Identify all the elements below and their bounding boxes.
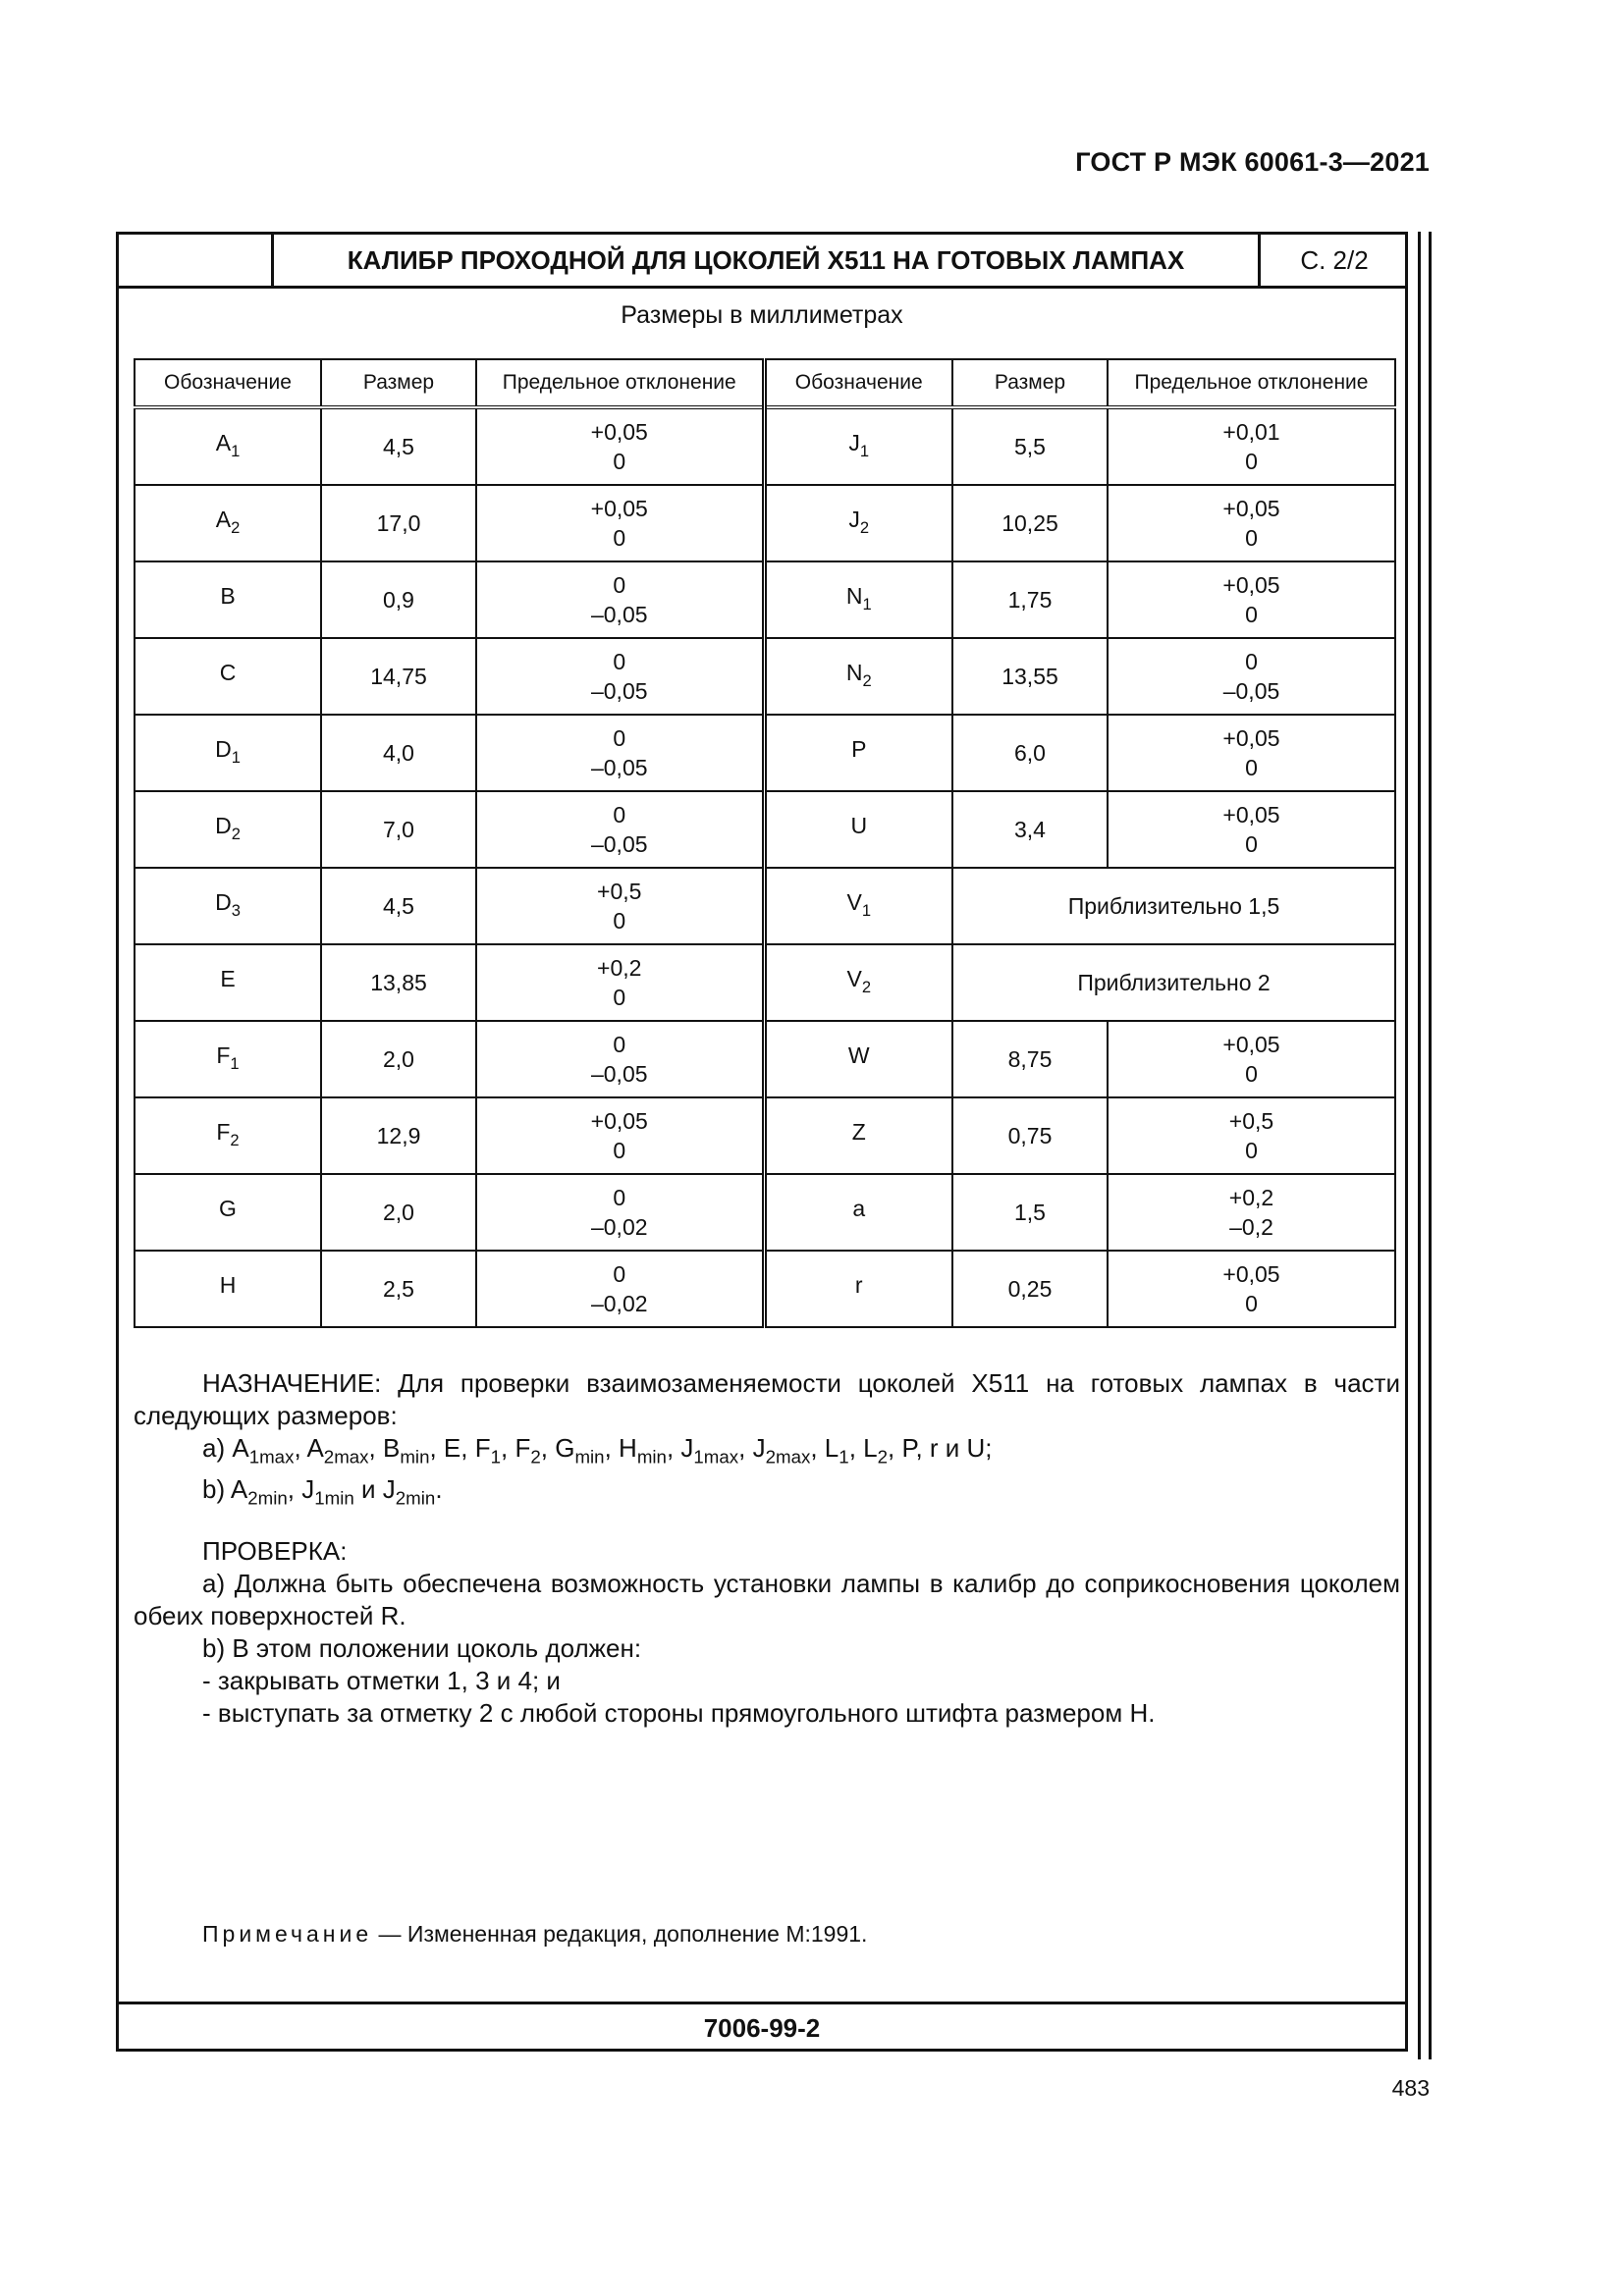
designation-symbol: A xyxy=(215,429,232,455)
lower-deviation: 0 xyxy=(1245,525,1258,551)
size-cell: 13,85 xyxy=(321,944,476,1021)
subscript-segment: 1max xyxy=(248,1446,295,1468)
drawing-frame xyxy=(116,232,1408,2052)
column-header: Предельное отклонение xyxy=(476,359,764,407)
lower-deviation: 0 xyxy=(613,985,626,1010)
subscript-segment: min xyxy=(400,1446,430,1468)
designation-subscript: 1 xyxy=(231,747,241,767)
text-segment: , L xyxy=(810,1433,839,1463)
column-header: Обозначение xyxy=(135,359,321,407)
deviation-cell xyxy=(476,868,764,944)
text-segment: , H xyxy=(604,1433,637,1463)
size-cell: 8,75 xyxy=(952,1021,1108,1097)
size-cell: 4,5 xyxy=(321,868,476,944)
designation-symbol: A xyxy=(215,506,232,532)
column-header: Размер xyxy=(321,359,476,407)
designation-cell xyxy=(764,791,952,868)
upper-deviation: +0,05 xyxy=(1222,572,1280,598)
frame-edge-line xyxy=(1418,232,1421,2059)
deviation-cell xyxy=(476,944,764,1021)
lower-deviation: 0 xyxy=(1245,1138,1258,1163)
check-item-b2: - выступать за отметку 2 с любой стороны прямоугольного штифта размером H. xyxy=(202,1698,1156,1729)
table-row xyxy=(135,1097,1395,1174)
lower-deviation: 0 xyxy=(613,1138,626,1163)
lower-deviation: 0 xyxy=(1245,602,1258,627)
upper-deviation: 0 xyxy=(613,572,626,598)
page-number: 483 xyxy=(1391,2075,1430,2101)
designation-subscript: 2 xyxy=(230,1130,240,1149)
title-block xyxy=(119,235,1405,289)
table-row xyxy=(135,561,1395,638)
designation-cell xyxy=(135,485,321,561)
upper-deviation: 0 xyxy=(1245,649,1258,674)
designation-cell xyxy=(135,1021,321,1097)
text-segment: . xyxy=(435,1473,443,1504)
text-segment: , A xyxy=(294,1433,324,1463)
table-row xyxy=(135,1174,1395,1251)
designation-subscript: 1 xyxy=(861,900,872,920)
designation-subscript: 1 xyxy=(859,441,870,460)
title-block-empty-cell xyxy=(119,235,274,286)
lower-deviation: 0 xyxy=(613,525,626,551)
subscript-segment: 2min xyxy=(395,1487,436,1509)
deviation-cell xyxy=(476,407,764,485)
designation-symbol: Z xyxy=(851,1118,866,1145)
note xyxy=(202,1921,867,1948)
text-segment: b) A xyxy=(202,1473,248,1504)
designation-symbol: N xyxy=(845,659,863,685)
designation-cell xyxy=(764,561,952,638)
frame-edge-line xyxy=(1429,232,1432,2059)
designation-symbol: W xyxy=(847,1041,870,1068)
upper-deviation: +0,01 xyxy=(1222,419,1280,445)
subscript-segment: min xyxy=(574,1446,605,1468)
designation-cell xyxy=(764,638,952,715)
dimensions-table xyxy=(134,358,1396,1328)
upper-deviation: +0,05 xyxy=(590,496,648,521)
text-segment: , P, r и U; xyxy=(888,1433,993,1463)
designation-cell xyxy=(135,715,321,791)
designation-cell xyxy=(135,791,321,868)
designation-cell xyxy=(135,868,321,944)
size-cell: 1,5 xyxy=(952,1174,1108,1251)
size-cell: 4,0 xyxy=(321,715,476,791)
text-segment: , F xyxy=(501,1433,531,1463)
table-row xyxy=(135,1251,1395,1327)
designation-cell xyxy=(764,715,952,791)
designation-symbol: V xyxy=(846,888,862,915)
designation-cell xyxy=(764,944,952,1021)
upper-deviation: +0,05 xyxy=(1222,1261,1280,1287)
designation-cell xyxy=(764,485,952,561)
table-row xyxy=(135,1021,1395,1097)
designation-cell xyxy=(135,561,321,638)
note-label: Примечание xyxy=(202,1921,373,1947)
lower-deviation: 0 xyxy=(1245,449,1258,474)
designation-symbol: U xyxy=(850,812,868,838)
approx-value-cell: Приблизительно 1,5 xyxy=(952,868,1395,944)
designation-symbol: a xyxy=(852,1195,866,1221)
lower-deviation: –0,05 xyxy=(590,1061,648,1087)
text-segment: , G xyxy=(540,1433,575,1463)
table-row xyxy=(135,715,1395,791)
designation-symbol: P xyxy=(851,735,867,762)
deviation-cell xyxy=(1108,485,1395,561)
lower-deviation: –0,02 xyxy=(590,1291,648,1316)
table-row xyxy=(135,791,1395,868)
designation-subscript: 1 xyxy=(230,1053,240,1073)
upper-deviation: 0 xyxy=(613,649,626,674)
size-cell: 0,9 xyxy=(321,561,476,638)
size-cell: 5,5 xyxy=(952,407,1108,485)
designation-symbol: D xyxy=(215,735,232,762)
deviation-cell xyxy=(476,1021,764,1097)
upper-deviation: +0,05 xyxy=(590,1108,648,1134)
designation-cell xyxy=(764,868,952,944)
purpose-item-a xyxy=(134,1432,1400,1473)
designation-cell xyxy=(135,1251,321,1327)
upper-deviation: +0,5 xyxy=(597,879,642,904)
subscript-segment: 2max xyxy=(765,1446,811,1468)
designation-cell xyxy=(764,1174,952,1251)
designation-symbol: V xyxy=(846,965,862,991)
lower-deviation: 0 xyxy=(613,908,626,934)
units-caption: Размеры в миллиметрах xyxy=(621,301,903,329)
note-text: — Измененная редакция, дополнение M:1991. xyxy=(372,1921,868,1947)
check-item-b: b) В этом положении цоколь должен: xyxy=(202,1633,642,1664)
text-segment: , J xyxy=(287,1473,315,1504)
lower-deviation: –0,2 xyxy=(1229,1214,1273,1240)
designation-cell xyxy=(764,1251,952,1327)
designation-subscript: 2 xyxy=(859,517,870,537)
deviation-cell xyxy=(1108,407,1395,485)
subscript-segment: 1max xyxy=(693,1446,739,1468)
designation-cell xyxy=(135,1174,321,1251)
subscript-segment: 1min xyxy=(314,1487,354,1509)
lower-deviation: –0,05 xyxy=(590,602,648,627)
column-header: Обозначение xyxy=(764,359,952,407)
deviation-cell xyxy=(1108,1097,1395,1174)
size-cell: 17,0 xyxy=(321,485,476,561)
size-cell: 10,25 xyxy=(952,485,1108,561)
designation-cell xyxy=(135,407,321,485)
designation-symbol: D xyxy=(215,812,232,838)
designation-symbol: C xyxy=(219,659,237,685)
text-segment: и J xyxy=(353,1473,396,1504)
lower-deviation: –0,05 xyxy=(590,678,648,704)
upper-deviation: +0,05 xyxy=(1222,802,1280,828)
designation-symbol: H xyxy=(219,1271,237,1298)
approx-value-cell: Приблизительно 2 xyxy=(952,944,1395,1021)
subscript-segment: 1 xyxy=(490,1446,502,1468)
designation-symbol: F xyxy=(216,1041,231,1068)
size-cell: 1,75 xyxy=(952,561,1108,638)
designation-cell xyxy=(764,1021,952,1097)
purpose-item-b xyxy=(134,1473,1400,1515)
designation-symbol: N xyxy=(845,582,863,609)
deviation-cell xyxy=(476,485,764,561)
designation-subscript: 2 xyxy=(231,824,241,843)
deviation-cell xyxy=(1108,1174,1395,1251)
text-segment: , J xyxy=(738,1433,766,1463)
designation-subscript: 2 xyxy=(231,517,241,537)
upper-deviation: +0,2 xyxy=(597,955,642,981)
text-segment: , B xyxy=(368,1433,401,1463)
text-segment: , E, F xyxy=(429,1433,491,1463)
size-cell: 4,5 xyxy=(321,407,476,485)
lower-deviation: –0,02 xyxy=(590,1214,648,1240)
standard-number: ГОСТ Р МЭК 60061-3—2021 xyxy=(1075,147,1430,177)
deviation-cell xyxy=(1108,715,1395,791)
upper-deviation: +0,05 xyxy=(1222,1032,1280,1057)
table-row xyxy=(135,868,1395,944)
designation-symbol: E xyxy=(220,965,236,991)
upper-deviation: +0,05 xyxy=(590,419,648,445)
size-cell: 0,25 xyxy=(952,1251,1108,1327)
drawing-code: 7006-99-2 xyxy=(119,2002,1405,2052)
size-cell: 2,0 xyxy=(321,1021,476,1097)
table-row xyxy=(135,485,1395,561)
size-cell: 12,9 xyxy=(321,1097,476,1174)
text-segment: а) A xyxy=(202,1433,249,1463)
column-header: Предельное отклонение xyxy=(1108,359,1395,407)
designation-symbol: B xyxy=(220,582,236,609)
purpose-and-check-text xyxy=(134,1367,1400,1730)
designation-symbol: r xyxy=(854,1271,863,1298)
sheet-title: КАЛИБР ПРОХОДНОЙ ДЛЯ ЦОКОЛЕЙ X511 НА ГОТОВЫХ ЛАМПАХ xyxy=(347,245,1185,275)
size-cell: 2,0 xyxy=(321,1174,476,1251)
upper-deviation: 0 xyxy=(613,1261,626,1287)
text-segment: , L xyxy=(848,1433,878,1463)
lower-deviation: –0,05 xyxy=(590,831,648,857)
designation-subscript: 2 xyxy=(861,977,872,996)
deviation-cell xyxy=(476,1174,764,1251)
size-cell: 14,75 xyxy=(321,638,476,715)
lower-deviation: –0,05 xyxy=(590,755,648,780)
designation-symbol: D xyxy=(215,888,232,915)
sheet-number: С. 2/2 xyxy=(1258,235,1408,286)
upper-deviation: +0,2 xyxy=(1228,1185,1274,1210)
subscript-segment: 2max xyxy=(323,1446,369,1468)
subscript-segment: 2 xyxy=(877,1446,889,1468)
upper-deviation: +0,5 xyxy=(1228,1108,1274,1134)
designation-subscript: 2 xyxy=(862,670,872,690)
designation-cell xyxy=(135,1097,321,1174)
table-row xyxy=(135,407,1395,485)
deviation-cell xyxy=(1108,638,1395,715)
text-segment: , J xyxy=(666,1433,694,1463)
upper-deviation: +0,05 xyxy=(1222,496,1280,521)
designation-subscript: 3 xyxy=(231,900,241,920)
upper-deviation: 0 xyxy=(613,1185,626,1210)
size-cell: 3,4 xyxy=(952,791,1108,868)
size-cell: 13,55 xyxy=(952,638,1108,715)
deviation-cell xyxy=(1108,1021,1395,1097)
designation-symbol: J xyxy=(848,429,860,455)
lower-deviation: 0 xyxy=(1245,755,1258,780)
designation-subscript: 1 xyxy=(862,594,872,614)
designation-cell xyxy=(135,944,321,1021)
lower-deviation: 0 xyxy=(1245,831,1258,857)
deviation-cell xyxy=(476,1251,764,1327)
check-item-a: а) Должна быть обеспечена возможность установки лампы в калибр до соприкосновения цоколем обеих поверхностей R. xyxy=(134,1569,1400,1631)
size-cell: 6,0 xyxy=(952,715,1108,791)
check-title: ПРОВЕРКА: xyxy=(202,1536,348,1567)
designation-cell xyxy=(764,1097,952,1174)
deviation-cell xyxy=(476,791,764,868)
deviation-cell xyxy=(1108,791,1395,868)
deviation-cell xyxy=(476,561,764,638)
subscript-segment: 2 xyxy=(530,1446,541,1468)
designation-cell xyxy=(764,407,952,485)
lower-deviation: 0 xyxy=(1245,1291,1258,1316)
subscript-segment: 2min xyxy=(247,1487,288,1509)
deviation-cell xyxy=(476,1097,764,1174)
designation-symbol: F xyxy=(216,1118,231,1145)
size-cell: 0,75 xyxy=(952,1097,1108,1174)
lower-deviation: 0 xyxy=(613,449,626,474)
table-row xyxy=(135,944,1395,1021)
deviation-cell xyxy=(1108,1251,1395,1327)
designation-symbol: G xyxy=(219,1195,237,1221)
purpose-intro: НАЗНАЧЕНИЕ: Для проверки взаимозаменяемости цоколей X511 на готовых лампах в части следующих размеров: xyxy=(134,1368,1400,1430)
designation-symbol: J xyxy=(848,506,860,532)
size-cell: 2,5 xyxy=(321,1251,476,1327)
upper-deviation: 0 xyxy=(613,725,626,751)
column-header: Размер xyxy=(952,359,1108,407)
table-header-row xyxy=(135,359,1395,407)
designation-cell xyxy=(135,638,321,715)
deviation-cell xyxy=(1108,561,1395,638)
upper-deviation: +0,05 xyxy=(1222,725,1280,751)
designation-subscript: 1 xyxy=(231,441,241,460)
deviation-cell xyxy=(476,715,764,791)
subscript-segment: 1 xyxy=(839,1446,849,1468)
check-item-b1: - закрывать отметки 1, 3 и 4; и xyxy=(202,1666,561,1696)
upper-deviation: 0 xyxy=(613,1032,626,1057)
lower-deviation: 0 xyxy=(1245,1061,1258,1087)
deviation-cell xyxy=(476,638,764,715)
subscript-segment: min xyxy=(636,1446,667,1468)
size-cell: 7,0 xyxy=(321,791,476,868)
upper-deviation: 0 xyxy=(613,802,626,828)
table-row xyxy=(135,638,1395,715)
lower-deviation: –0,05 xyxy=(1222,678,1280,704)
